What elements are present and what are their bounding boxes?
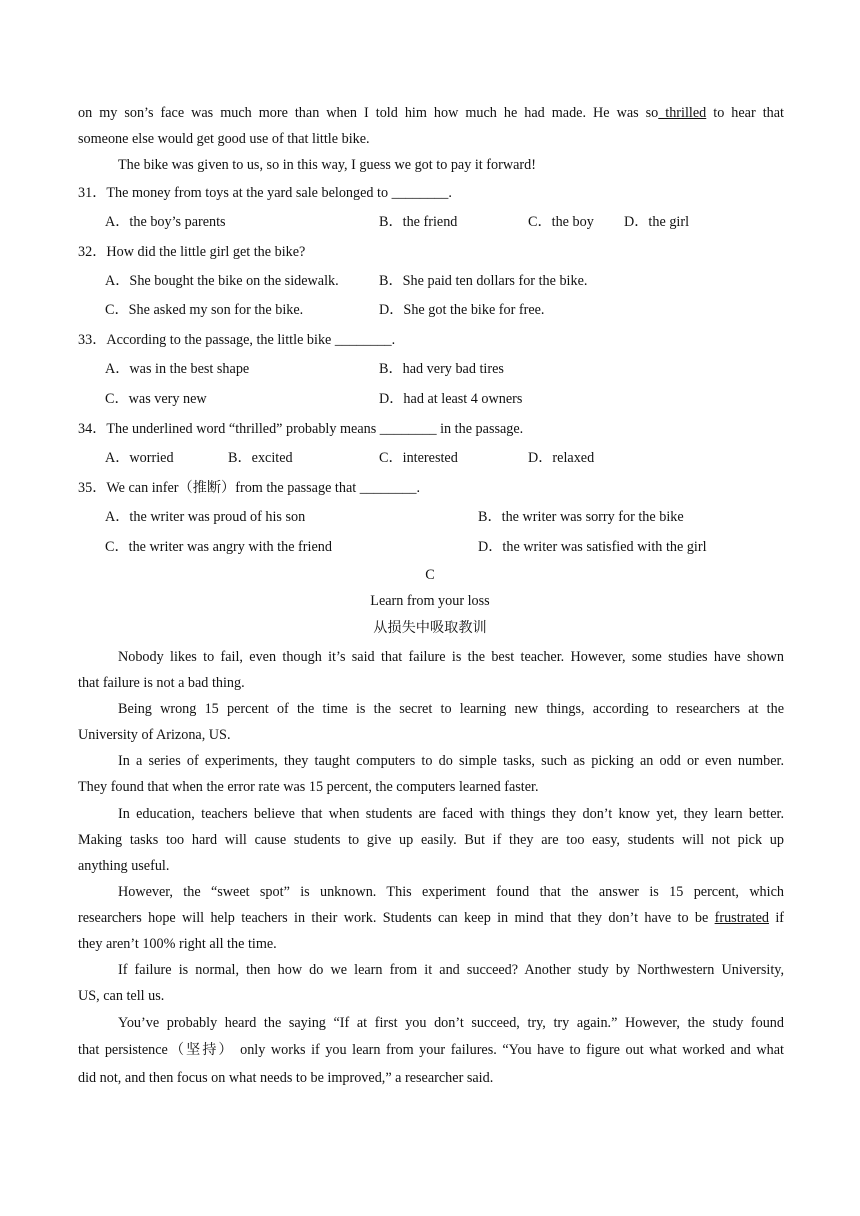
paragraph-line: They found that when the error rate was 15 percent, the computers learned faster. (78, 779, 539, 795)
paragraph-line: researchers hope will help teachers in their work. Students can keep in mind that they don’t have to be frustrated if (78, 910, 785, 926)
q31-option-c: C．the boy (528, 214, 594, 230)
question-35-stem: 35．We can infer（推断）from the passage that ________. (78, 480, 421, 496)
paragraph-line: If failure is normal, then how do we learn from it and succeed? Another study by Northwestern University, (118, 962, 784, 978)
q32-option-d: D．She got the bike for free. (379, 302, 545, 318)
paragraph-line: did not, and then focus on what needs to be improved,” a researcher said. (78, 1070, 494, 1086)
paragraph-line: anything useful. (78, 858, 170, 874)
q31-option-a: A．the boy’s parents (105, 214, 226, 230)
q32-option-b: B．She paid ten dollars for the bike. (379, 273, 588, 289)
underlined-word-thrilled: thrilled (658, 105, 707, 121)
passage-title-zh: 从损失中吸取教训 (373, 620, 487, 636)
q33-option-c: C．was very new (105, 391, 207, 407)
q35-option-d: D．the writer was satisfied with the girl (478, 539, 707, 555)
passage-b-line: on my son’s face was much more than when I told him how much he had made. He was so thrilled to hear that (78, 105, 784, 121)
paragraph-line: However, the “sweet spot” is unknown. This experiment found that the answer is 15 percent, which (118, 884, 784, 900)
paragraph-line: You’ve probably heard the saying “If at first you don’t succeed, try, try again.” However, the study found (118, 1015, 784, 1031)
paragraph-line: In education, teachers believe that when students are faced with things they don’t know yet, they learn better. (118, 806, 784, 822)
paragraph-line: that persistence（坚持） only works if you learn from your failures. “You have to figure out what worked and what (78, 1042, 784, 1058)
q31-option-b: B．the friend (379, 214, 458, 230)
passage-title-en: Learn from your loss (370, 593, 490, 609)
paragraph-line: that failure is not a bad thing. (78, 675, 245, 691)
q33-option-b: B．had very bad tires (379, 361, 504, 377)
paragraph-line: In a series of experiments, they taught computers to do simple tasks, such as picking an odd or even number. (118, 753, 784, 769)
question-33-stem: 33．According to the passage, the little bike ________. (78, 332, 396, 348)
paragraph-line: Being wrong 15 percent of the time is the secret to learning new things, according to researchers at the (118, 701, 784, 717)
section-letter: C (425, 567, 435, 583)
q32-option-a: A．She bought the bike on the sidewalk. (105, 273, 339, 289)
q33-option-d: D．had at least 4 owners (379, 391, 523, 407)
q34-option-d: D．relaxed (528, 450, 595, 466)
question-34-stem: 34．The underlined word “thrilled” probably means ________ in the passage. (78, 421, 524, 437)
question-31-stem: 31．The money from toys at the yard sale belonged to ________. (78, 185, 452, 201)
q34-option-a: A．worried (105, 450, 174, 466)
paragraph-line: University of Arizona, US. (78, 727, 231, 743)
q35-option-b: B．the writer was sorry for the bike (478, 509, 684, 525)
paragraph-line: US, can tell us. (78, 988, 165, 1004)
q32-option-c: C．She asked my son for the bike. (105, 302, 304, 318)
paragraph-line: Making tasks too hard will cause students to give up easily. But if they are too easy, students will not pick up (78, 832, 784, 848)
question-32-stem: 32．How did the little girl get the bike? (78, 244, 306, 260)
passage-b-line: someone else would get good use of that little bike. (78, 131, 370, 147)
paragraph-line: Nobody likes to fail, even though it’s said that failure is the best teacher. However, some studies have shown (118, 649, 784, 665)
q34-option-b: B．excited (228, 450, 293, 466)
q34-option-c: C．interested (379, 450, 458, 466)
q31-option-d: D．the girl (624, 214, 690, 230)
q33-option-a: A．was in the best shape (105, 361, 250, 377)
paragraph-line: they aren’t 100% right all the time. (78, 936, 277, 952)
underlined-word-frustrated: frustrated (714, 910, 769, 926)
passage-b-line: The bike was given to us, so in this way, I guess we got to pay it forward! (118, 157, 536, 173)
q35-option-a: A．the writer was proud of his son (105, 509, 306, 525)
q35-option-c: C．the writer was angry with the friend (105, 539, 332, 555)
